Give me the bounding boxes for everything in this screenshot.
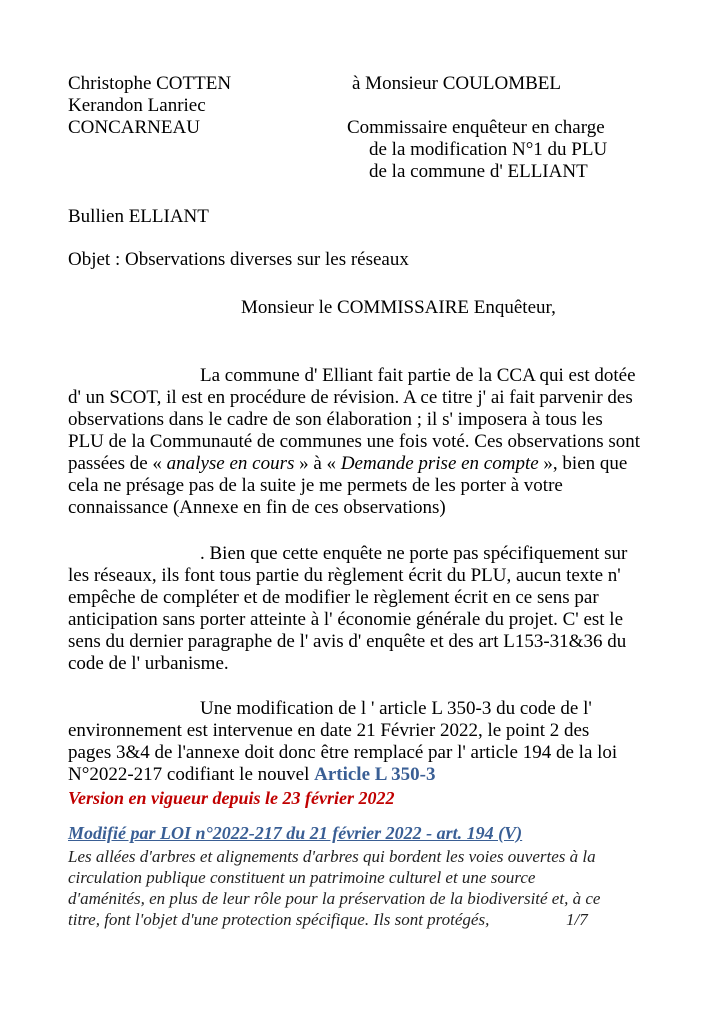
quote-line: d'aménités, en plus de leur rôle pour la préservation de la biodiversité et, à ce — [68, 889, 601, 908]
recipient-title: Commissaire enquêteur en charge — [347, 117, 605, 138]
subject-line: Objet : Observations diverses sur les réseaux — [68, 249, 409, 270]
bulletin-line: Bullien ELLIANT — [68, 206, 209, 227]
p1-text: » à « — [294, 453, 341, 474]
paragraph-3 — [68, 698, 658, 786]
p1-line: cela ne présage pas de la suite je me permets de les porter à votre — [68, 475, 563, 496]
p1-line: PLU de la Communauté de communes une fois voté. Ces observations sont — [68, 431, 641, 452]
p2-line: empêche de compléter et de modifier le règlement écrit en ce sens par — [68, 587, 599, 608]
version-note: Version en vigueur depuis le 23 février 2022 — [68, 788, 395, 808]
quote-line: titre, font l'objet d'une protection spécifique. Ils sont protégés, — [68, 910, 490, 929]
p2-line: sens du dernier paragraphe de l' avis d' enquête et des art L153-31&36 du — [68, 631, 627, 652]
p1-quoted-status: analyse en cours — [166, 453, 295, 474]
sender-address: Kerandon Lanriec — [68, 95, 206, 116]
sender-city: CONCARNEAU — [68, 117, 200, 138]
p2-line: anticipation sans porter atteinte à l' économie générale du projet. C' est le — [68, 609, 624, 630]
modified-by-link[interactable]: Modifié par LOI n°2022-217 du 21 février 2022 - art. 194 (V) — [68, 823, 523, 843]
p1-line: d' un SCOT, il est en procédure de révision. A ce titre j' ai fait parvenir des — [68, 387, 633, 408]
article-reference: Article L 350-3 — [314, 764, 436, 785]
p3-text: N°2022-217 codifiant le nouvel — [68, 764, 315, 785]
quote-line: Les allées d'arbres et alignements d'arbres qui bordent les voies ouvertes à la — [68, 847, 596, 866]
p2-line: les réseaux, ils font tous partie du règlement écrit du PLU, aucun texte n' — [68, 565, 621, 586]
p1-line: connaissance (Annexe en fin de ces observations) — [68, 497, 446, 518]
p1-line-with-quotes — [68, 453, 658, 475]
recipient-mission: de la modification N°1 du PLU — [369, 139, 608, 160]
p3-line: Une modification de l ' article L 350-3 du code de l' — [200, 698, 592, 719]
paragraph-2 — [68, 543, 658, 675]
p2-line: code de l' urbanisme. — [68, 653, 229, 674]
salutation: Monsieur le COMMISSAIRE Enquêteur, — [241, 297, 556, 318]
p1-line: La commune d' Elliant fait partie de la CCA qui est dotée — [200, 365, 636, 386]
page-number: 1/7 — [566, 910, 588, 929]
paragraph-1 — [68, 365, 658, 519]
recipient-name: à Monsieur COULOMBEL — [352, 73, 561, 94]
sender-name: Christophe COTTEN — [68, 73, 232, 94]
recipient-commune: de la commune d' ELLIANT — [369, 161, 588, 182]
p3-line: environnement est intervenue en date 21 Février 2022, le point 2 des — [68, 720, 590, 741]
p3-line: pages 3&4 de l'annexe doit donc être remplacé par l' article 194 de la loi — [68, 742, 618, 763]
p3-line-article — [68, 764, 658, 786]
p2-line: . Bien que cette enquête ne porte pas spécifiquement sur — [200, 543, 628, 564]
p1-text: », bien que — [538, 453, 628, 474]
p1-text: passées de « — [68, 453, 167, 474]
p1-quoted-status: Demande prise en compte — [340, 453, 539, 474]
quote-line: circulation publique constituent un patrimoine culturel et une source — [68, 868, 536, 887]
p1-line: observations dans le cadre de son élaboration ; il s' imposera à tous les — [68, 409, 603, 430]
